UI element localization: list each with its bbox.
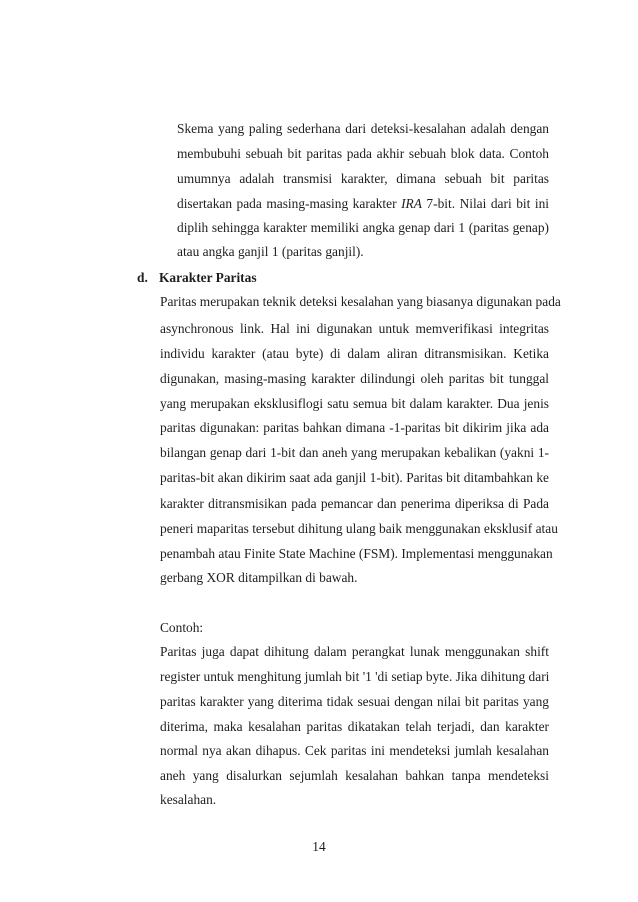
text-line: yang merupakan eksklusiflogi satu semua bit dalam karakter. Dua jenis [160,396,549,411]
text-line: kesalahan. [160,792,217,807]
text-line: membubuhi sebuah bit paritas pada akhir sebuah blok data. Contoh [177,146,549,161]
text-line: peneri maparitas tersebut dihitung ulang baik menggunakan eksklusif atau [160,521,558,536]
text-line-with-italic [177,196,549,212]
text-line: Paritas juga dapat dihitung dalam perangkat lunak menggunakan shift [160,644,549,659]
text-line: penambah atau Finite State Machine (FSM). Implementasi menggunakan [160,546,553,561]
text-line: digunakan, masing-masing karakter dilindungi oleh paritas bit tunggal [160,371,549,386]
text-line: umumnya adalah transmisi karakter, dimana sebuah bit paritas [177,171,549,186]
text-line: asynchronous link. Hal ini digunakan untuk memverifikasi integritas [160,321,549,336]
page-number: 14 [312,839,326,854]
text-line: Paritas merupakan teknik deteksi kesalahan yang biasanya digunakan pada [160,294,561,309]
text-line: karakter ditransmisikan pada pemancar dan penerima diperiksa di Pada [160,496,549,511]
text-line: bilangan genap dari 1-bit dan aneh yang merupakan kebalikan (yakni 1- [160,445,549,460]
text-line: diterima, maka kesalahan paritas dikatakan telah terjadi, dan karakter [160,719,549,734]
text-line: aneh yang disalurkan sejumlah kesalahan bahkan tanpa mendeteksi [160,768,549,783]
example-label: Contoh: [160,620,204,635]
italic-term: IRA [401,196,422,211]
text-line: paritas digunakan: paritas bahkan dimana -1-paritas bit dikirim jika ada [160,420,549,435]
text-span: 7-bit. Nilai dari bit ini [421,196,549,211]
text-line: gerbang XOR ditampilkan di bawah. [160,570,358,585]
text-line: individu karakter (atau byte) di dalam aliran ditransmisikan. Ketika [160,346,549,361]
section-letter: d. [137,270,148,285]
text-line: diplih sehingga karakter memiliki angka genap dari 1 (paritas genap) [177,220,549,235]
text-line: register untuk menghitung jumlah bit '1 'di setiap byte. Jika dihitung dari [160,669,550,684]
text-line: normal nya akan dihapus. Cek paritas ini mendeteksi jumlah kesalahan [160,743,549,758]
text-line: atau angka ganjil 1 (paritas ganjil). [177,244,364,259]
text-line: paritas-bit akan dikirim saat ada ganjil 1-bit). Paritas bit ditambahkan ke [160,470,549,485]
text-line: Skema yang paling sederhana dari deteksi-kesalahan adalah dengan [177,121,549,136]
section-title: Karakter Paritas [159,270,257,285]
text-line: paritas karakter yang diterima tidak sesuai dengan nilai bit paritas yang [160,694,549,709]
section-heading [137,270,257,286]
text-span: disertakan pada masing-masing karakter [177,196,402,211]
